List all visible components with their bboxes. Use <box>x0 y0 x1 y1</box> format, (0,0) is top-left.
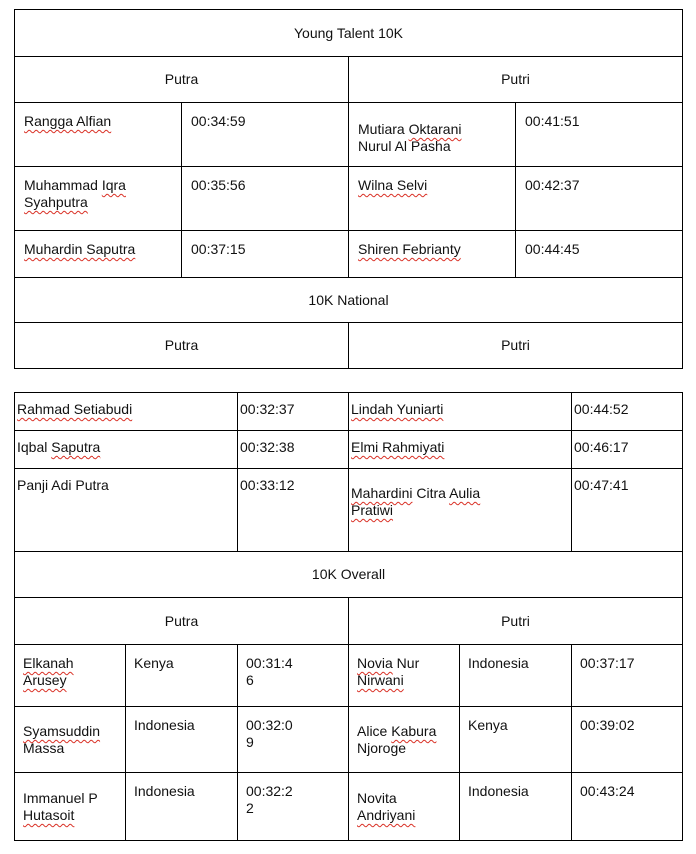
results-table-page1 <box>14 9 683 369</box>
young-talent-title: Young Talent 10K <box>15 10 683 57</box>
runner-name: Lindah Yuniarti <box>349 393 572 431</box>
runner-name: Elmi Rahmiyati <box>349 431 572 469</box>
national-putri-header: Putri <box>349 323 683 369</box>
runner-name: Immanuel P Hutasoit <box>15 773 126 841</box>
runner-time: 00:32:38 <box>238 431 349 469</box>
young-talent-putra-header: Putra <box>15 57 349 103</box>
runner-name: Muhammad Iqra Syahputra <box>15 167 182 231</box>
runner-time: 00:41:51 <box>516 103 683 167</box>
runner-time: 00:47:41 <box>572 469 683 552</box>
runner-time: 00:34:59 <box>182 103 349 167</box>
runner-name: Panji Adi Putra <box>15 469 238 552</box>
overall-putri-header: Putri <box>349 598 683 645</box>
runner-name: Novita Andriyani <box>349 773 460 841</box>
table-row <box>15 103 683 167</box>
table-row <box>15 231 683 278</box>
runner-name: Elkanah Arusey <box>15 645 126 707</box>
runner-name: Mutiara Oktarani Nurul Al Pasha <box>349 103 516 167</box>
runner-time: 00:32:37 <box>238 393 349 431</box>
overall-title: 10K Overall <box>15 552 683 598</box>
runner-time: 00:43:24 <box>572 773 683 841</box>
runner-time: 00:46:17 <box>572 431 683 469</box>
runner-country: Kenya <box>126 645 238 707</box>
runner-time: 00:35:56 <box>182 167 349 231</box>
runner-name: Wilna Selvi <box>349 167 516 231</box>
runner-name: Mahardini Citra Aulia Pratiwi <box>349 469 572 552</box>
runner-time: 00:44:45 <box>516 231 683 278</box>
table-row <box>15 167 683 231</box>
runner-country: Indonesia <box>460 645 572 707</box>
runner-country: Indonesia <box>126 773 238 841</box>
table-row <box>15 469 683 552</box>
young-talent-putri-header: Putri <box>349 57 683 103</box>
runner-time: 00:33:12 <box>238 469 349 552</box>
runner-time: 00:44:52 <box>572 393 683 431</box>
overall-putra-header: Putra <box>15 598 349 645</box>
table-row <box>15 431 683 469</box>
runner-country: Indonesia <box>460 773 572 841</box>
runner-time: 00:31:4 6 <box>238 645 349 707</box>
runner-country: Indonesia <box>126 707 238 773</box>
table-row <box>15 773 683 841</box>
runner-name: Muhardin Saputra <box>15 231 182 278</box>
runner-name: Iqbal Saputra <box>15 431 238 469</box>
national-title: 10K National <box>15 278 683 323</box>
table-row <box>15 393 683 431</box>
runner-name: Rangga Alfian <box>15 103 182 167</box>
national-putra-header: Putra <box>15 323 349 369</box>
runner-time: 00:32:2 2 <box>238 773 349 841</box>
runner-name: Rahmad Setiabudi <box>15 393 238 431</box>
runner-name: Alice Kabura Njoroge <box>349 707 460 773</box>
runner-name: Shiren Febrianty <box>349 231 516 278</box>
runner-time: 00:42:37 <box>516 167 683 231</box>
results-table-page2 <box>14 392 683 841</box>
runner-time: 00:37:15 <box>182 231 349 278</box>
runner-time: 00:39:02 <box>572 707 683 773</box>
runner-name: Syamsuddin Massa <box>15 707 126 773</box>
runner-name: Novia Nur Nirwani <box>349 645 460 707</box>
runner-time: 00:37:17 <box>572 645 683 707</box>
table-row <box>15 707 683 773</box>
runner-country: Kenya <box>460 707 572 773</box>
table-row <box>15 645 683 707</box>
runner-time: 00:32:0 9 <box>238 707 349 773</box>
